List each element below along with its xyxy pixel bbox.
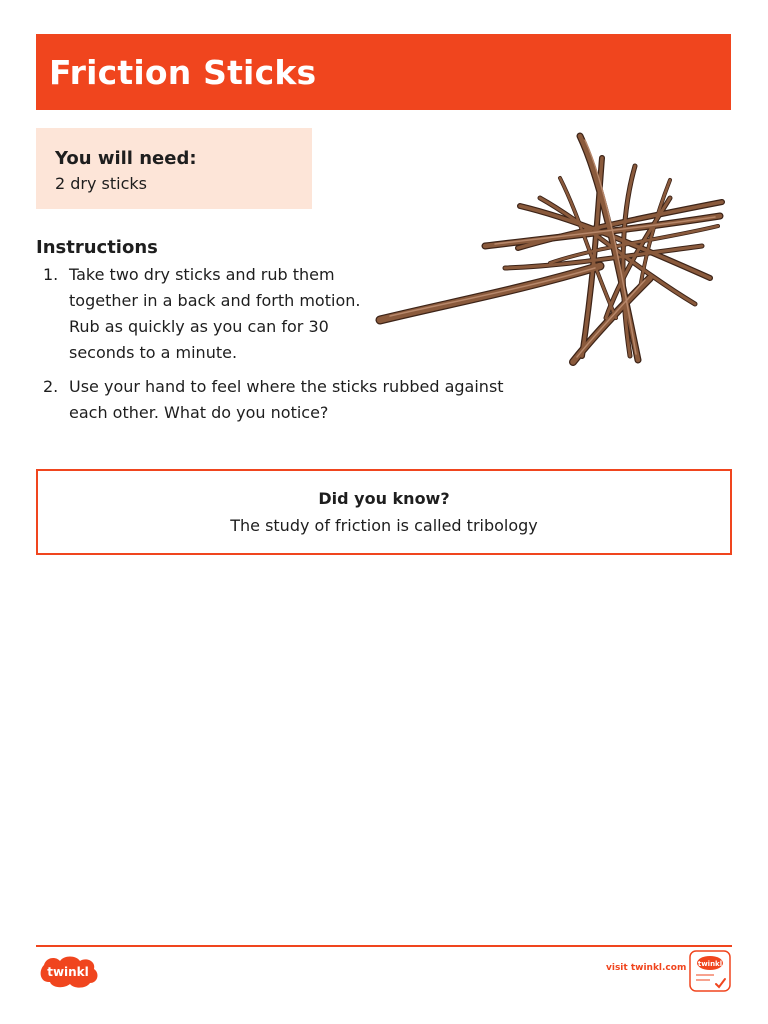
footer-divider bbox=[36, 945, 732, 947]
did-you-know-box bbox=[36, 469, 732, 555]
step-number: 1. bbox=[43, 265, 59, 284]
list-item bbox=[36, 374, 506, 426]
page-title: Friction Sticks bbox=[49, 52, 317, 92]
step-number: 2. bbox=[43, 377, 59, 396]
title-banner bbox=[36, 34, 731, 110]
twinkl-logo-icon[interactable] bbox=[36, 953, 100, 989]
did-you-know-text: The study of friction is called tribology bbox=[230, 516, 538, 535]
list-item bbox=[36, 262, 506, 366]
quality-standard-badge-icon bbox=[689, 950, 731, 992]
instructions-list bbox=[36, 262, 506, 426]
instructions-heading: Instructions bbox=[36, 237, 158, 258]
step-text: Use your hand to feel where the sticks rubbed against each other. What do you notice? bbox=[69, 377, 504, 422]
twinkl-logo-text: twinkl bbox=[47, 965, 89, 979]
you-will-need-heading: You will need: bbox=[55, 148, 197, 169]
did-you-know-heading: Did you know? bbox=[318, 489, 450, 508]
you-will-need-box bbox=[36, 128, 312, 209]
badge-logo-text: twinkl bbox=[697, 960, 723, 968]
visit-link[interactable]: visit twinkl.com bbox=[606, 963, 687, 973]
step-text: Take two dry sticks and rub them together in a back and forth motion. Rub as quickly as you can for 30 seconds to a minute. bbox=[69, 265, 361, 362]
you-will-need-item: 2 dry sticks bbox=[55, 174, 148, 193]
